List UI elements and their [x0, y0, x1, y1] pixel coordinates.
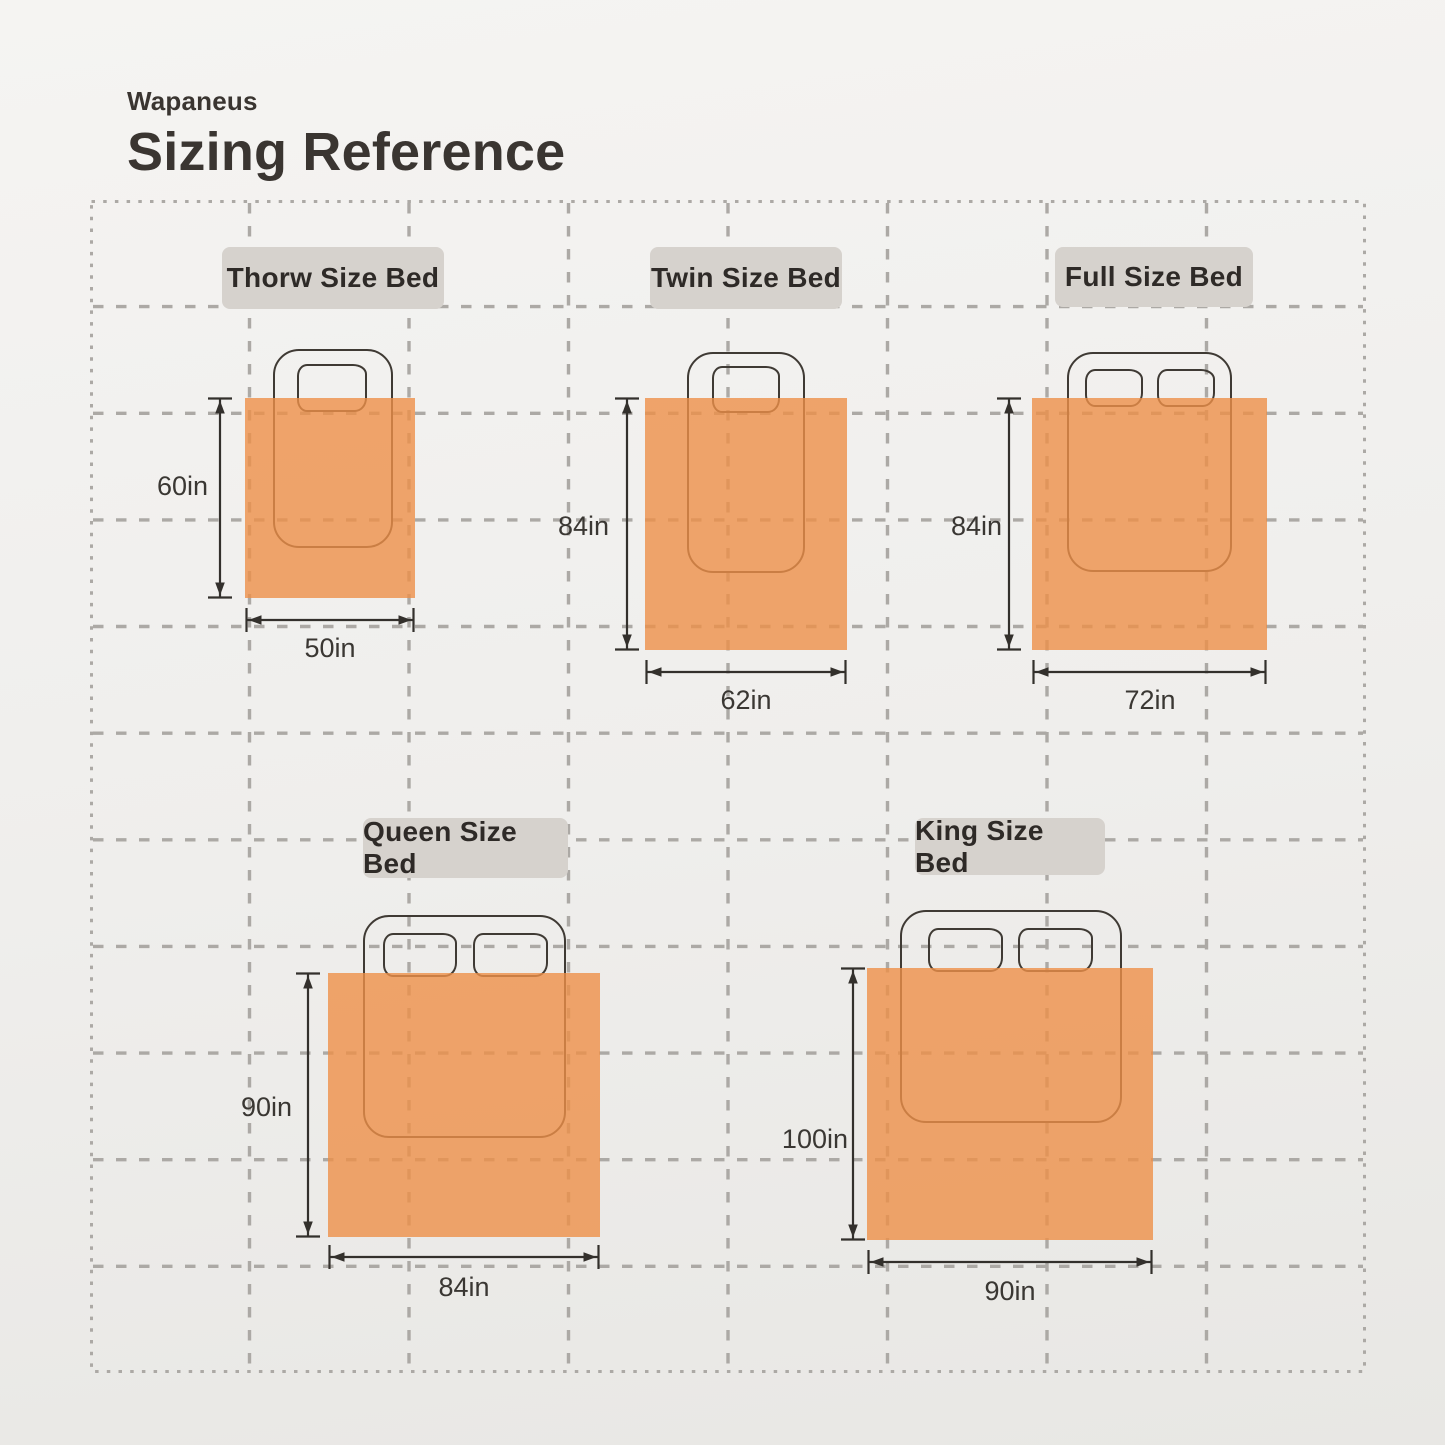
size-label: Thorw Size Bed: [226, 262, 440, 293]
width-dimension-label: 90in: [984, 1276, 1036, 1306]
width-dimension-label: 72in: [1124, 685, 1176, 715]
width-dimension-label: 84in: [438, 1272, 490, 1302]
width-dimension-label: 50in: [304, 633, 356, 663]
brand-name: Wapaneus: [127, 86, 258, 116]
length-dimension-label: 60in: [156, 471, 208, 501]
size-label: Twin Size Bed: [650, 262, 842, 293]
length-dimension-label: 90in: [240, 1092, 292, 1122]
dashed-grid: [90, 200, 1366, 1373]
length-dimension-label: 100in: [781, 1124, 848, 1154]
size-label: Queen Size Bed: [363, 816, 517, 879]
length-dimension-label: 84in: [557, 511, 609, 541]
size-label: Full Size Bed: [1064, 261, 1244, 292]
width-dimension-label: 62in: [720, 685, 772, 715]
title-block: [127, 86, 565, 183]
length-dimension-label: 84in: [950, 511, 1002, 541]
page-title: Sizing Reference: [127, 122, 566, 182]
size-label: King Size Bed: [915, 814, 1044, 878]
